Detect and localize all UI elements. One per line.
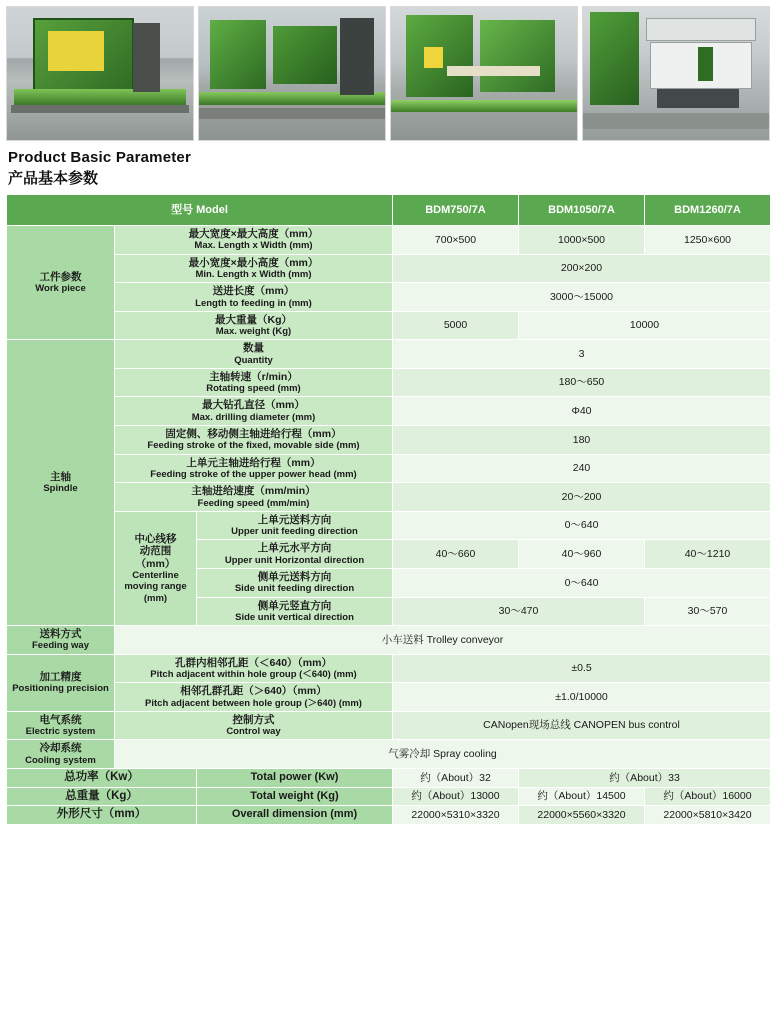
cell-value: 40～660: [393, 540, 519, 569]
row-label: 最大钻孔直径（mm） Max. drilling diameter (mm): [115, 397, 393, 426]
table-row: [7, 483, 771, 512]
row-label: 上单元送料方向 Upper unit feeding direction: [197, 511, 393, 540]
table-row: [7, 787, 771, 806]
row-label: 最大宽度×最大高度（mm） Max. Length x Width (mm): [115, 226, 393, 255]
cell-value: 700×500: [393, 226, 519, 255]
cell-value: 240: [393, 454, 771, 483]
cell-value: 40～960: [519, 540, 645, 569]
row-label: 最小宽度×最小高度（mm） Min. Length x Width (mm): [115, 254, 393, 283]
cell-value: CANopen现场总线 CANOPEN bus control: [393, 711, 771, 740]
cell-value: Φ40: [393, 397, 771, 426]
row-label: 孔群内相邻孔距（＜640）（mm） Pitch adjacent within hole group (＜640) (mm): [115, 654, 393, 683]
row-label: 上单元水平方向 Upper unit Horizontal direction: [197, 540, 393, 569]
table-header-row: [7, 195, 771, 226]
cell-value: ±1.0/10000: [393, 683, 771, 712]
row-label-total-weight-cn: 总重量（Kg）: [7, 787, 197, 806]
row-label: 上单元主轴进给行程（mm） Feeding stroke of the upper power head (mm): [115, 454, 393, 483]
group-electric-system: 电气系统 Electric system: [7, 711, 115, 740]
cell-value: 3000～15000: [393, 283, 771, 312]
cell-value: 1000×500: [519, 226, 645, 255]
row-label-total-power-en: Total power (Kw): [197, 768, 393, 787]
group-cooling-system: 冷却系统 Cooling system: [7, 740, 115, 769]
table-row: [7, 397, 771, 426]
group-positioning-precision: 加工精度 Positioning precision: [7, 654, 115, 711]
table-row: [7, 806, 771, 825]
photo-machine-control-panel: [582, 6, 770, 141]
header-model: 型号 Model: [7, 195, 393, 226]
cell-value: 气雾冷却 Spray cooling: [115, 740, 771, 769]
row-label: 固定侧、移动侧主轴进给行程（mm） Feeding stroke of the fixed, movable side (mm): [115, 426, 393, 455]
row-label: 相邻孔群孔距（＞640）（mm） Pitch adjacent between hole group (＞640) (mm): [115, 683, 393, 712]
cell-value: 约（About）32: [393, 768, 519, 787]
cell-value: 小车送料 Trolley conveyor: [115, 626, 771, 655]
group-workpiece: 工件参数 Work piece: [7, 226, 115, 340]
cell-value: 3: [393, 340, 771, 369]
row-label-overall-dimension-en: Overall dimension (mm): [197, 806, 393, 825]
row-label-total-weight-en: Total weight (Kg): [197, 787, 393, 806]
table-row: [7, 768, 771, 787]
page-title-cn: 产品基本参数: [8, 170, 99, 187]
table-row: [7, 654, 771, 683]
header-model-3: BDM1260/7A: [645, 195, 771, 226]
table-row: [7, 454, 771, 483]
table-row: [7, 226, 771, 255]
table-row: [7, 311, 771, 340]
cell-value: 30～470: [393, 597, 645, 626]
cell-value: 20～200: [393, 483, 771, 512]
table-row: [7, 711, 771, 740]
group-feeding-way: 送料方式 Feeding way: [7, 626, 115, 655]
cell-value: 5000: [393, 311, 519, 340]
photo-machine-drilling-head: [390, 6, 578, 141]
cell-value: 约（About）13000: [393, 787, 519, 806]
table-row: [7, 368, 771, 397]
photo-machine-conveyor: [198, 6, 386, 141]
group-spindle: 主轴 Spindle: [7, 340, 115, 626]
row-label: 主轴进给速度（mm/min） Feeding speed (mm/min): [115, 483, 393, 512]
table-row: [7, 426, 771, 455]
cell-value: 22000×5310×3320: [393, 806, 519, 825]
table-row: [7, 683, 771, 712]
table-row: [7, 340, 771, 369]
cell-value: 0～640: [393, 568, 771, 597]
row-label: 控制方式 Control way: [115, 711, 393, 740]
cell-value: 10000: [519, 311, 771, 340]
cell-value: 0～640: [393, 511, 771, 540]
cell-value: 180: [393, 426, 771, 455]
photo-machine-overview: [6, 6, 194, 141]
row-label: 侧单元送料方向 Side unit feeding direction: [197, 568, 393, 597]
row-label: 侧单元竖直方向 Side unit vertical direction: [197, 597, 393, 626]
row-label: 主轴转速（r/min） Rotating speed (mm): [115, 368, 393, 397]
photo-strip: [6, 6, 770, 141]
cell-value: 180～650: [393, 368, 771, 397]
table-row: [7, 626, 771, 655]
group-centerline-moving-range: 中心线移 动范围 （mm） Centerline moving range (mm): [115, 511, 197, 625]
table-row: [7, 254, 771, 283]
table-row: [7, 511, 771, 540]
cell-value: 200×200: [393, 254, 771, 283]
cell-value: 30～570: [645, 597, 771, 626]
cell-value: 约（About）16000: [645, 787, 771, 806]
cell-value: 22000×5560×3320: [519, 806, 645, 825]
spec-table: [6, 194, 771, 825]
cell-value: 22000×5810×3420: [645, 806, 771, 825]
row-label: 送进长度（mm） Length to feeding in (mm): [115, 283, 393, 312]
table-row: [7, 740, 771, 769]
row-label: 最大重量（Kg） Max. weight (Kg): [115, 311, 393, 340]
row-label-total-power-cn: 总功率（Kw）: [7, 768, 197, 787]
cell-value: 1250×600: [645, 226, 771, 255]
cell-value: 约（About）14500: [519, 787, 645, 806]
cell-value: 约（About）33: [519, 768, 771, 787]
row-label: 数量 Quantity: [115, 340, 393, 369]
table-row: [7, 283, 771, 312]
header-model-1: BDM750/7A: [393, 195, 519, 226]
row-label-overall-dimension-cn: 外形尺寸（mm）: [7, 806, 197, 825]
page-title-en: Product Basic Parameter: [8, 149, 192, 166]
cell-value: 40～1210: [645, 540, 771, 569]
cell-value: ±0.5: [393, 654, 771, 683]
header-model-2: BDM1050/7A: [519, 195, 645, 226]
